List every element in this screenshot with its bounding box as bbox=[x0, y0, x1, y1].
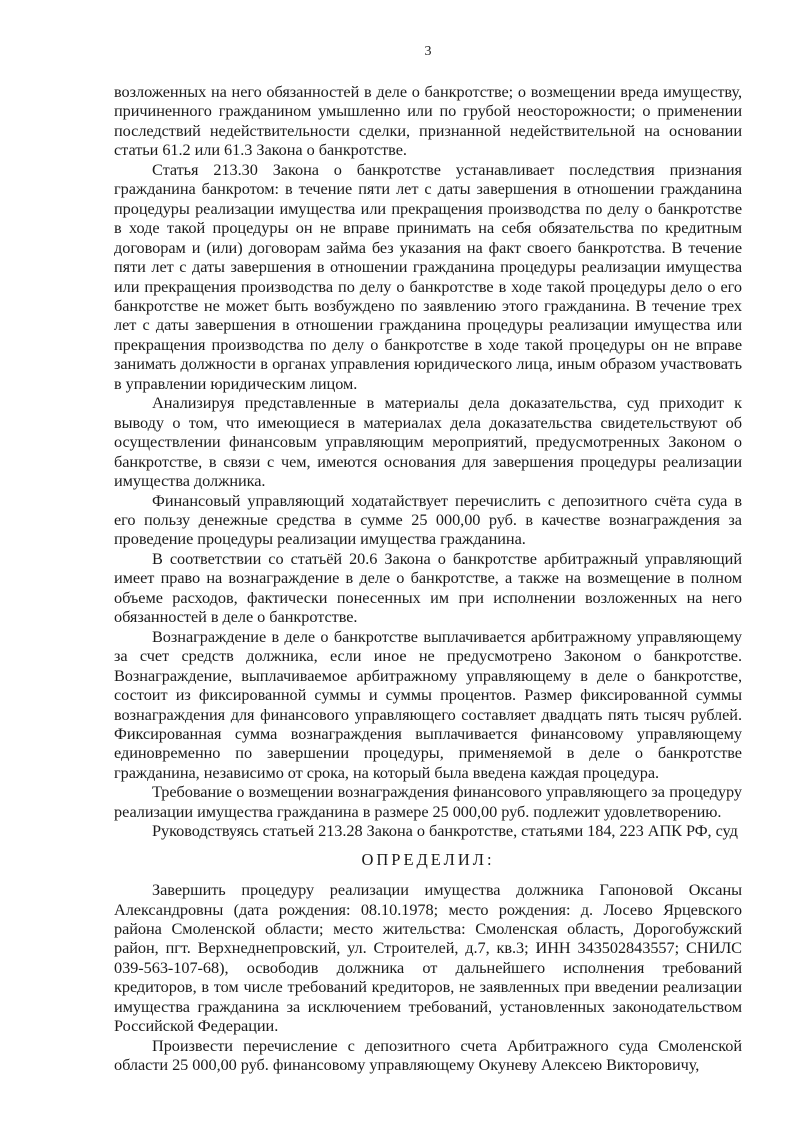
paragraph-ruling-transfer: Произвести перечисление с депозитного счета Арбитражного суда Смоленской области 25 000,00 руб. финансовому управляющему Окуневу Алексею Викторовичу, bbox=[114, 1035, 742, 1075]
ruling-heading: ОПРЕДЕЛИЛ: bbox=[361, 849, 495, 869]
document-body bbox=[114, 82, 742, 1075]
paragraph-guided-by: Руководствуясь статьей 213.28 Закона о банкротстве, статьями 184, 223 АПК РФ, суд bbox=[152, 821, 738, 841]
paragraph-article-20-6: В соответствии со статьёй 20.6 Закона о банкротстве арбитражный управляющий имеет право на вознаграждение в деле о банкротстве, а также на возмещение в полном объеме расходов, фактически понесенных им при исполнении возложенных на него обязанностей в деле о банкротстве. bbox=[114, 548, 742, 627]
paragraph-remuneration: Вознаграждение в деле о банкротстве выплачивается арбитражному управляющему за счет средств должника, если иное не предусмотрено Законом о банкротстве. Вознаграждение, выплачиваемое арбитражному управляющему в деле о банкротстве, состоит из фиксированной суммы и суммы процентов. Размер фиксированной суммы вознаграждения для финансового управляющего составляет двадцать пять тысяч рублей. Фиксированная сумма вознаграждения выплачивается финансовому управляющему единовременно по завершении процедуры, применяемой в деле о банкротстве гражданина, независимо от срока, на который была введена каждая процедура. bbox=[114, 626, 742, 782]
paragraph-manager-request: Финансовый управляющий ходатайствует перечислить с депозитного счёта суда в его пользу денежные средства в сумме 25 000,00 руб. в качестве вознаграждения за проведение процедуры реализации имущества гражданина. bbox=[114, 490, 742, 549]
paragraph-claim-satisfied: Требование о возмещении вознаграждения финансового управляющего за процедуру реализации имущества гражданина в размере 25 000,00 руб. подлежит удовлетворению. bbox=[114, 782, 742, 821]
paragraph-ruling-complete: Завершить процедуру реализации имущества должника Гапоновой Оксаны Александровны (дата рождения: 08.10.1978; место рождения: д. Лосево Ярцевского района Смоленской области; место жительства: Смоленская область, Дорогобужский район, пгт. Верхнеднепровский, ул. Строителей, д.7, кв.3; ИНН 343502843557; СНИЛС 039-563-107-68), освободив должника от дальнейшего исполнения требований кредиторов, в том числе требований кредиторов, не заявленных при введении реализации имущества гражданина за исключением требований, установленных законодательством Российской Федерации. bbox=[114, 880, 742, 1036]
paragraph-article-213-30: Статья 213.30 Закона о банкротстве устанавливает последствия признания гражданина банкротом: в течение пяти лет с даты завершения в отношении гражданина процедуры реализации имущества или прекращения производства по делу о банкротстве в ходе такой процедуры он не вправе принимать на себя обязательства по кредитным договорам и (или) договорам займа без указания на факт своего банкротства. В течение пяти лет с даты завершения в отношении гражданина процедуры реализации имущества или прекращения производства по делу о банкротстве в ходе такой процедуры дело о его банкротстве не может быть возбуждено по заявлению этого гражданина. В течение трех лет с даты завершения в отношении гражданина процедуры реализации имущества или прекращения производства по делу о банкротстве в ходе такой процедуры он не вправе занимать должности в органах управления юридического лица, иным образом участвовать в управлении юридическим лицом. bbox=[114, 159, 742, 393]
paragraph-analysis: Анализируя представленные в материалы дела доказательства, суд приходит к выводу о том, что имеющиеся в материалах дела доказательства свидетельствуют об осуществлении финансовым управляющим мероприятий, предусмотренных Законом о банкротстве, в связи с чем, имеются основания для завершения процедуры реализации имущества должника. bbox=[114, 393, 742, 491]
paragraph-continuation: возложенных на него обязанностей в деле о банкротстве; о возмещении вреда имуществу, причиненного гражданином умышленно или по грубой неосторожности; о применении последствий недействительности сделки, признанной недействительной на основании статьи 61.2 или 61.3 Закона о банкротстве. bbox=[114, 82, 742, 160]
page-number: 3 bbox=[424, 44, 432, 59]
